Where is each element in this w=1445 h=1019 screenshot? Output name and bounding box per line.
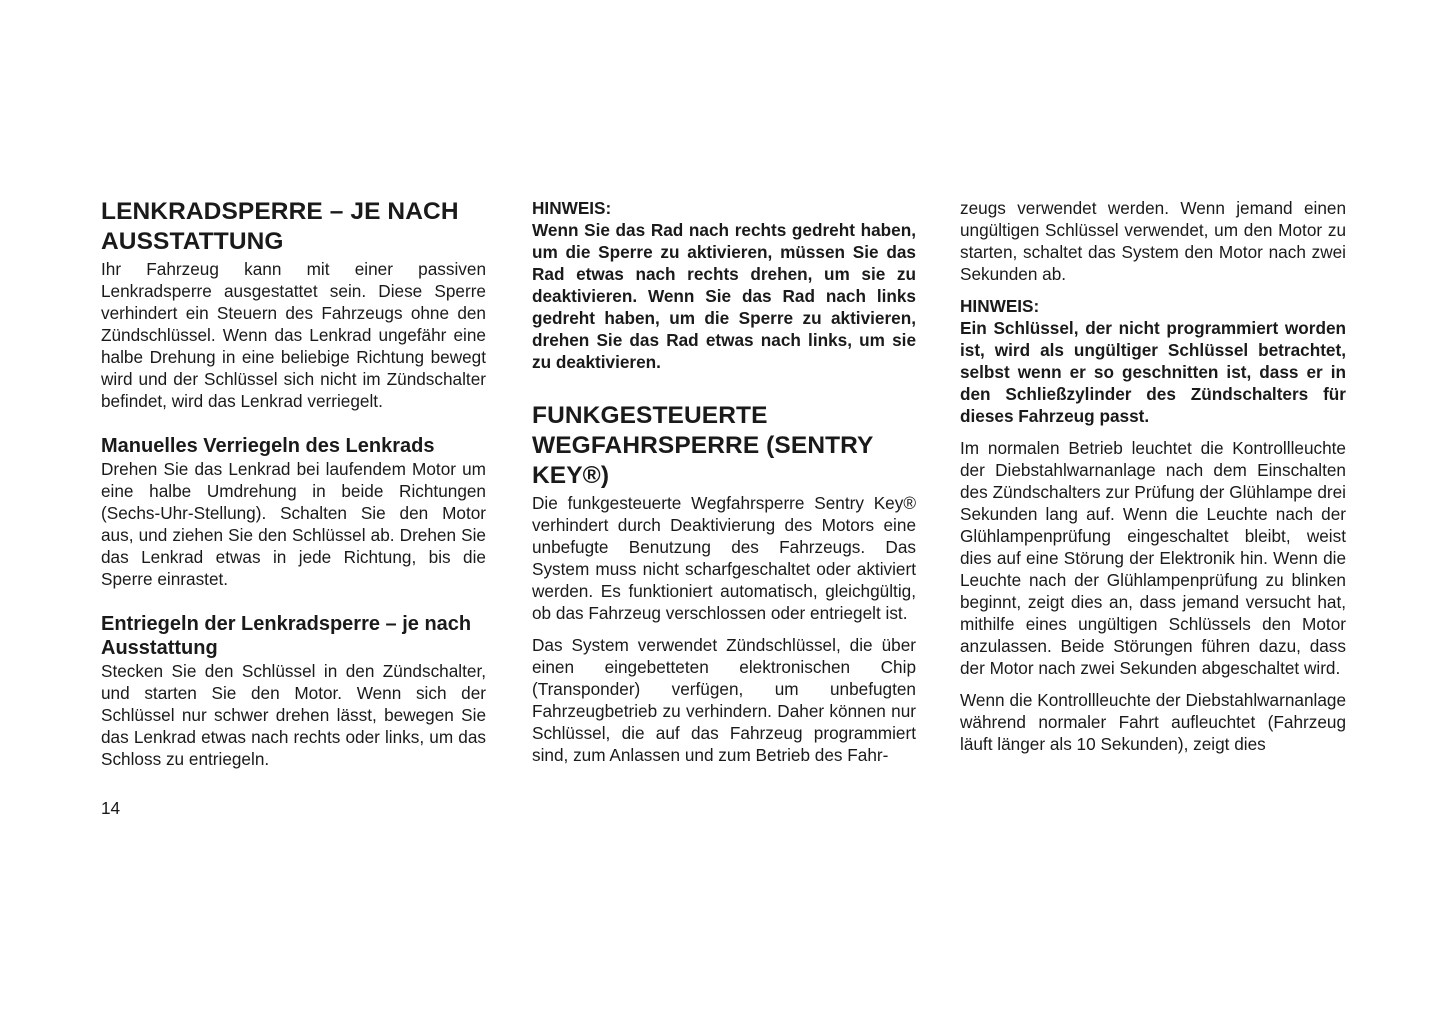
note-label: HINWEIS:: [532, 198, 612, 218]
section-heading-steering-lock: LENKRADSPERRE – JE NACH AUSSTATTUNG: [101, 198, 459, 255]
warning-light-paragraph: Im normalen Betrieb leuchtet die Kontrollleuchte der Diebstahlwarnanlage nach dem Einschalten des Zündschalters zur Prüfung der Glühlampe drei Sekunden lang auf. Wenn die Leuchte nach der Glühlampenprüfung eingeschaltet bleibt, weist dies auf eine Störung der Elektronik hin. Wenn die Leuchte nach der Glühlampenprüfung zu blinken beginnt, zeigt dies an, dass jemand versucht hat, mithilfe eines ungültigen Schlüssels den Motor anzulassen. Beide Störungen führen dazu, dass der Motor nach zwei Sekunden abgeschaltet wird.: [960, 438, 1346, 678]
intro-paragraph: Ihr Fahrzeug kann mit einer passiven Lenkradsperre ausgestattet sein. Diese Sperre verhindert ein Steuern des Fahrzeugs ohne den Zündschlüssel. Wenn das Lenkrad ungefähr eine halbe Drehung in eine beliebige Richtung bewegt wird und der Schlüssel sich nicht im Zündschalter befindet, wird das Lenkrad verriegelt.: [101, 259, 486, 411]
page-number: 14: [101, 798, 121, 818]
column-left: [101, 197, 486, 770]
column-right: [960, 197, 1346, 755]
manual-lock-paragraph: Drehen Sie das Lenkrad bei laufendem Motor um eine halbe Umdrehung in beide Richtungen (Sechs-Uhr-Stellung). Schalten Sie den Motor aus, und ziehen Sie den Schlüssel ab. Drehen Sie das Lenkrad etwas in jede Richtung, bis die Sperre einrastet.: [101, 459, 486, 589]
note-text: Ein Schlüssel, der nicht programmiert worden ist, wird als ungültiger Schlüssel betrachtet, selbst wenn er so geschnitten ist, dass er in den Schließzylinder des Zündschalters für dieses Fahrzeug passt.: [960, 318, 1346, 426]
section-heading-sentry-key: FUNKGESTEUERTE WEGFAHRSPERRE (SENTRY KEY®): [532, 402, 874, 489]
continued-paragraph: zeugs verwendet werden. Wenn jemand einen ungültigen Schlüssel verwendet, um den Motor zu starten, schaltet das System den Motor nach zwei Sekunden ab.: [960, 198, 1346, 284]
unlock-paragraph: Stecken Sie den Schlüssel in den Zündschalter, und starten Sie den Motor. Wenn sich der Schlüssel nur schwer drehen lässt, bewegen Sie das Lenkrad etwas nach rechts oder links, um das Schloss zu entriegeln.: [101, 661, 486, 769]
warning-light-driving-paragraph: Wenn die Kontrollleuchte der Diebstahlwarnanlage während normaler Fahrt aufleuchtet (Fahrzeug läuft länger als 10 Sekunden), zeigt dies: [960, 690, 1346, 754]
sentry-key-paragraph-2: Das System verwendet Zündschlüssel, die über einen eingebetteten elektronischen Chip (Transponder) verfügen, um unbefugten Fahrzeugbetrieb zu verhindern. Daher können nur Schlüssel, die auf das Fahrzeug programmiert sind, zum Anlassen und zum Betrieb des Fahr-: [532, 635, 916, 765]
subheading-unlock: Entriegeln der Lenkradsperre – je nach Ausstattung: [101, 613, 472, 659]
subheading-manual-lock: Manuelles Verriegeln des Lenkrads: [101, 435, 435, 457]
note-label: HINWEIS:: [960, 296, 1040, 316]
note-text: Wenn Sie das Rad nach rechts gedreht haben, um die Sperre zu aktivieren, müssen Sie das Rad etwas nach rechts drehen, um sie zu deaktivieren. Wenn Sie das Rad nach links gedreht haben, um die Sperre zu aktivieren, drehen Sie das Rad etwas nach links, um sie zu deaktivieren.: [532, 220, 916, 372]
column-middle: [532, 197, 916, 766]
sentry-key-paragraph-1: Die funkgesteuerte Wegfahrsperre Sentry Key® verhindert durch Deaktivierung des Motors eine unbefugte Benutzung des Fahrzeugs. Das System muss nicht scharfgeschaltet oder aktiviert werden. Es funktioniert automatisch, gleichgültig, ob das Fahrzeug verschlossen oder entriegelt ist.: [532, 493, 916, 623]
